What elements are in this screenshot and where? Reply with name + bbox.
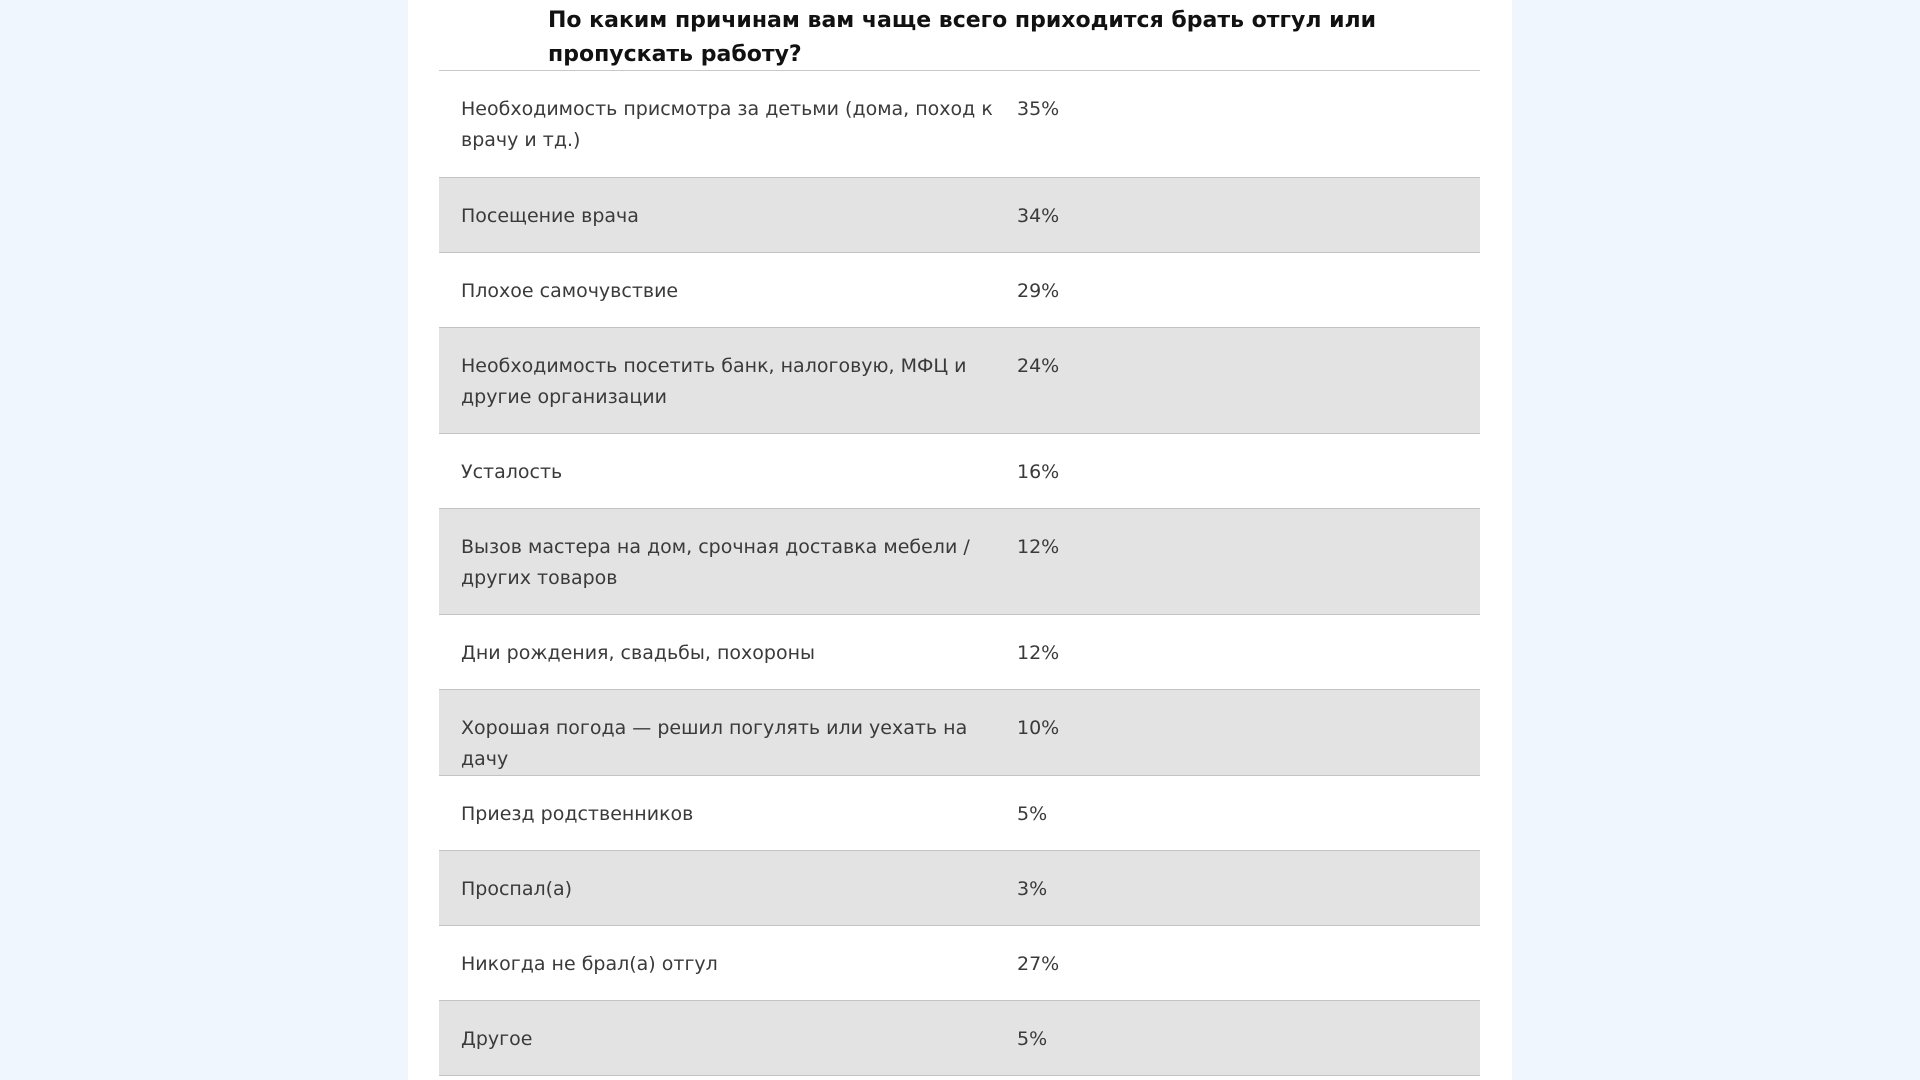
table-row <box>439 71 1480 177</box>
reason-cell: Проспал(а) <box>461 877 573 900</box>
share-cell: 5% <box>1017 1027 1048 1050</box>
share-cell: 5% <box>1017 802 1048 825</box>
reason-cell: Дни рождения, свадьбы, похороны <box>461 641 816 664</box>
survey-results-table <box>439 71 1480 1076</box>
reason-cell: Другое <box>461 1027 533 1050</box>
table-row <box>439 252 1480 327</box>
survey-question-line-1: По каким причинам вам чаще всего приходится брать отгул или <box>548 8 1377 33</box>
share-cell: 16% <box>1017 460 1060 483</box>
table-row <box>439 508 1480 614</box>
share-cell: 12% <box>1017 535 1060 558</box>
reason-cell: Необходимость присмотра за детьми (дома, поход к врачу и тд.) <box>461 98 993 151</box>
table-row <box>439 327 1480 433</box>
share-cell: 3% <box>1017 877 1048 900</box>
share-cell: 29% <box>1017 279 1060 302</box>
survey-table-container <box>439 0 1480 1076</box>
survey-question-line-2: пропускать работу? <box>548 42 802 67</box>
reason-cell: Посещение врача <box>461 204 639 227</box>
article-card <box>408 0 1512 1080</box>
reason-cell: Никогда не брал(а) отгул <box>461 952 718 975</box>
reason-cell: Хорошая погода — решил погулять или уехать на дачу <box>461 716 968 770</box>
reason-cell: Усталость <box>461 460 563 483</box>
table-row <box>439 850 1480 925</box>
table-row <box>439 925 1480 1000</box>
table-row <box>439 775 1480 850</box>
reason-cell: Вызов мастера на дом, срочная доставка мебели / других товаров <box>461 535 970 589</box>
reason-cell: Приезд родственников <box>461 802 694 825</box>
table-row <box>439 177 1480 252</box>
share-cell: 10% <box>1017 716 1060 739</box>
table-row <box>439 433 1480 508</box>
reason-cell: Необходимость посетить банк, налоговую, МФЦ и другие организации <box>461 354 967 408</box>
table-row <box>439 689 1480 775</box>
share-cell: 35% <box>1017 98 1060 120</box>
share-cell: 27% <box>1017 952 1060 975</box>
share-cell: 12% <box>1017 641 1060 664</box>
table-row <box>439 614 1480 689</box>
table-row <box>439 1000 1480 1075</box>
survey-question-title <box>439 0 1480 71</box>
share-cell: 34% <box>1017 204 1060 227</box>
share-cell: 24% <box>1017 354 1060 377</box>
reason-cell: Плохое самочувствие <box>461 279 679 302</box>
